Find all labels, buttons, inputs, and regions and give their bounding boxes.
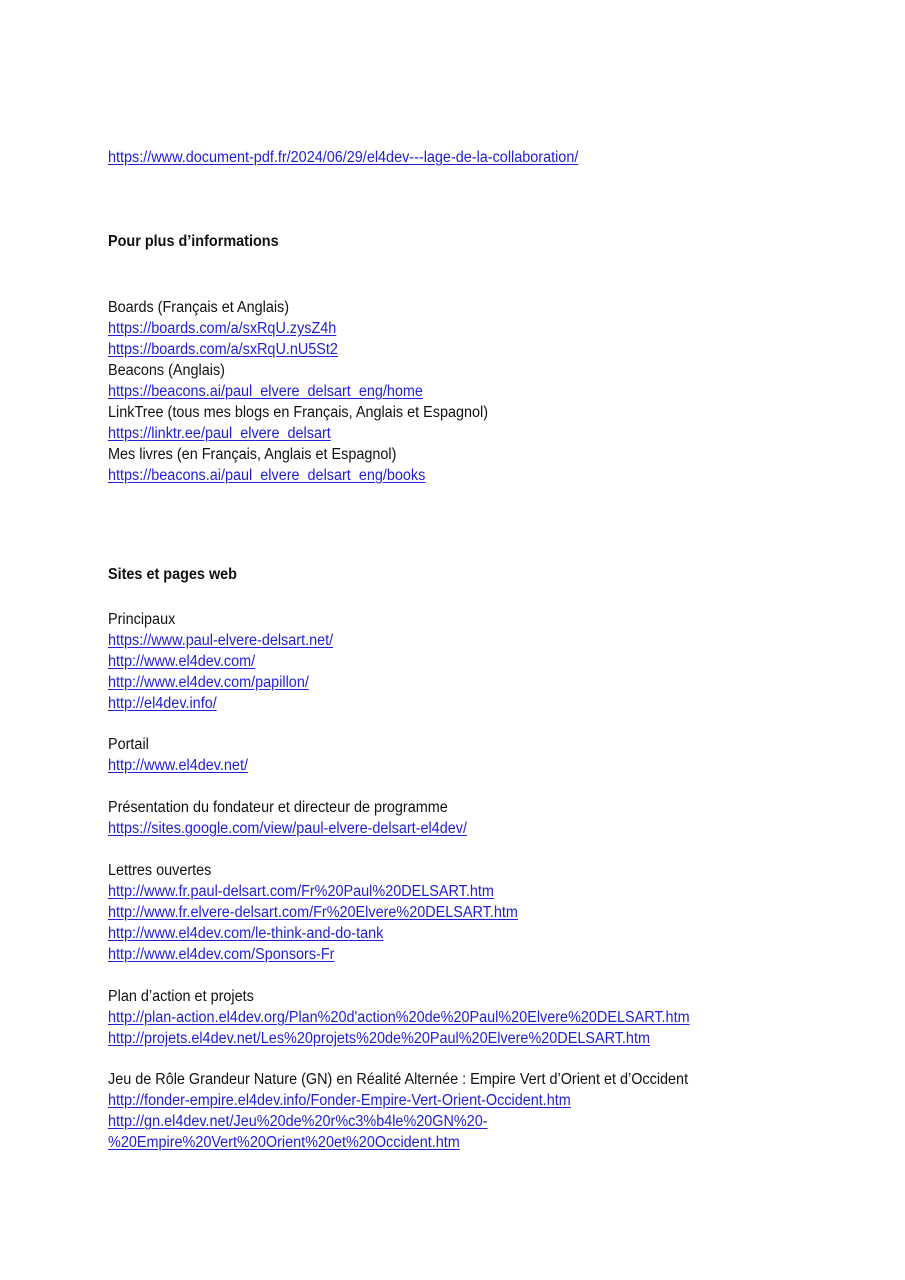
linktree-link[interactable]: https://linktr.ee/paul_elvere_delsart xyxy=(108,425,331,442)
lettres-label: Lettres ouvertes xyxy=(108,862,212,879)
lettres-link[interactable]: http://www.el4dev.com/le-think-and-do-tank xyxy=(108,925,384,942)
lettres-link[interactable]: http://www.fr.elvere-delsart.com/Fr%20Elvere%20DELSART.htm xyxy=(108,904,518,921)
principaux-link[interactable]: https://www.paul-elvere-delsart.net/ xyxy=(108,632,334,649)
beacons-label: Beacons (Anglais) xyxy=(108,362,225,379)
presentation-label: Présentation du fondateur et directeur de programme xyxy=(108,799,448,816)
sites-heading: Sites et pages web xyxy=(108,566,237,583)
books-label: Mes livres (en Français, Anglais et Espagnol) xyxy=(108,446,397,463)
jeu-label: Jeu de Rôle Grandeur Nature (GN) en Réalité Alternée : Empire Vert d’Orient et d’Occident xyxy=(108,1071,689,1088)
portail-link[interactable]: http://www.el4dev.net/ xyxy=(108,757,248,774)
jeu-link[interactable]: http://fonder-empire.el4dev.info/Fonder-Empire-Vert-Orient-Occident.htm xyxy=(108,1092,571,1109)
beacons-home-link[interactable]: https://beacons.ai/paul_elvere_delsart_eng/home xyxy=(108,383,423,400)
jeu-link[interactable]: http://gn.el4dev.net/Jeu%20de%20r%c3%b4le%20GN%20- xyxy=(108,1113,488,1130)
principaux-label: Principaux xyxy=(108,611,176,628)
principaux-link[interactable]: http://www.el4dev.com/papillon/ xyxy=(108,674,309,691)
books-link[interactable]: https://beacons.ai/paul_elvere_delsart_eng/books xyxy=(108,467,426,484)
plan-label: Plan d’action et projets xyxy=(108,988,254,1005)
info-heading: Pour plus d’informations xyxy=(108,233,279,250)
boards-label: Boards (Français et Anglais) xyxy=(108,299,290,316)
boards-link-2[interactable]: https://boards.com/a/sxRqU.nU5St2 xyxy=(108,341,338,358)
principaux-link[interactable]: http://el4dev.info/ xyxy=(108,695,217,712)
presentation-link[interactable]: https://sites.google.com/view/paul-elvere-delsart-el4dev/ xyxy=(108,820,467,837)
jeu-link[interactable]: %20Empire%20Vert%20Orient%20et%20Occident.htm xyxy=(108,1134,460,1151)
document-pdf-link[interactable]: https://www.document-pdf.fr/2024/06/29/el4dev---lage-de-la-collaboration/ xyxy=(108,149,579,166)
linktree-label: LinkTree (tous mes blogs en Français, Anglais et Espagnol) xyxy=(108,404,489,421)
lettres-link[interactable]: http://www.fr.paul-delsart.com/Fr%20Paul%20DELSART.htm xyxy=(108,883,494,900)
principaux-link[interactable]: http://www.el4dev.com/ xyxy=(108,653,256,670)
lettres-link[interactable]: http://www.el4dev.com/Sponsors-Fr xyxy=(108,946,335,963)
boards-link-1[interactable]: https://boards.com/a/sxRqU.zysZ4h xyxy=(108,320,337,337)
plan-link[interactable]: http://projets.el4dev.net/Les%20projets%20de%20Paul%20Elvere%20DELSART.htm xyxy=(108,1030,650,1047)
portail-label: Portail xyxy=(108,736,149,753)
plan-link[interactable]: http://plan-action.el4dev.org/Plan%20d'action%20de%20Paul%20Elvere%20DELSART.htm xyxy=(108,1009,690,1026)
